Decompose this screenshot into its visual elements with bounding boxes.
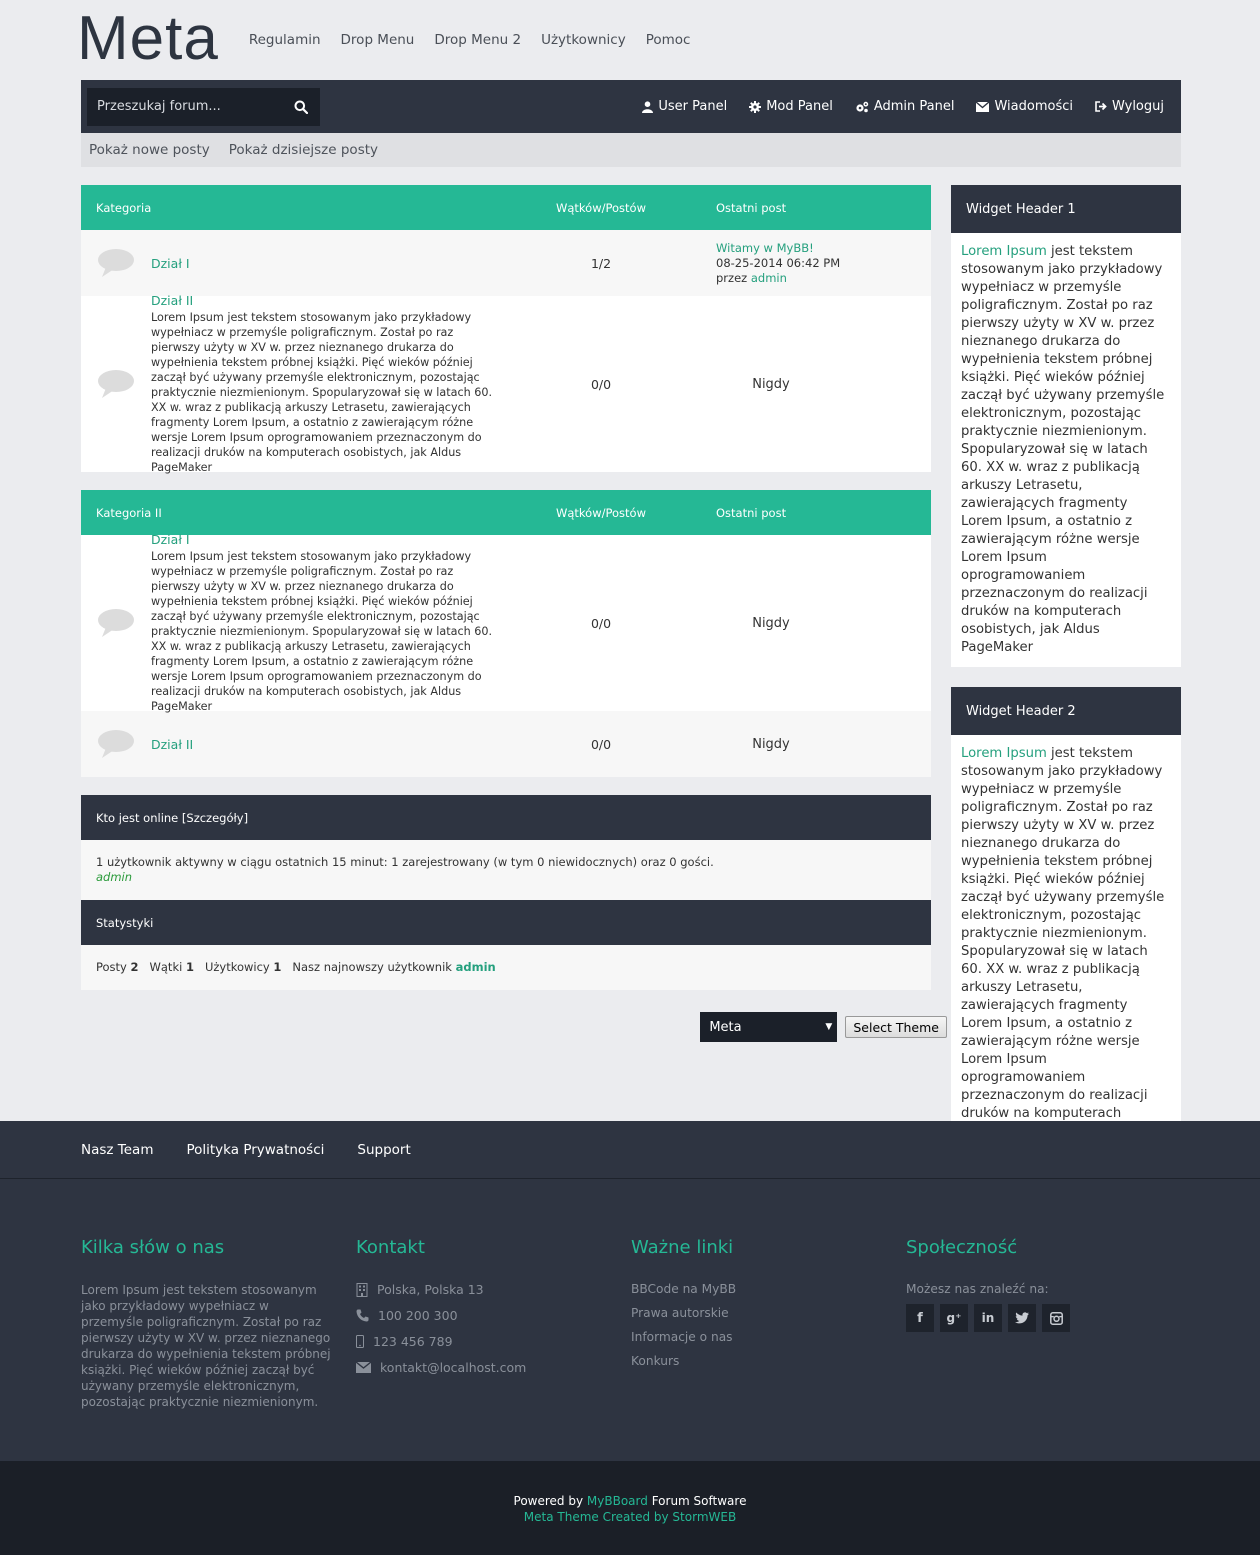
admin-panel-link[interactable] [855,99,955,114]
social-icons [906,1304,1181,1332]
theme-credit[interactable]: Meta Theme Created by StormWEB [523,1510,737,1524]
messages-label: Wiadomości [994,99,1073,114]
widget-link[interactable]: Lorem Ipsum [961,244,1047,259]
category-header [81,490,931,535]
widget-text: jest tekstem stosowanym jako przykładowy wypełniacz w przemyśle poligraficznym. Został po raz pierwszy użyty w XV w. przez nieznanego drukarza do wypełnienia tekstem próbnej książki. Pięć wieków później zaczął być używany przemyśle elektronicznym, pozostając praktycznie niezmienionym. Spopularyzował się w latach 60. XX w. wraz z publikacją arkuszy Letrasetu, zawierających fragmenty Lorem Ipsum, a ostatnio z zawierającym różne wersje Lorem Ipsum oprogramowaniem przeznaczonym do realizacji druków na komputerach osobistych, jak Aldus PageMaker [961,244,1165,655]
header [77,0,1181,80]
search-input[interactable] [97,99,277,114]
link-contest[interactable]: Konkurs [631,1354,680,1368]
envelope-icon [356,1362,371,1373]
footer-about [81,1237,356,1410]
contact-phone-text: 100 200 300 [378,1308,458,1323]
mobile-icon [356,1335,364,1348]
contact-address-text: Polska, Polska 13 [377,1282,484,1297]
nav-drop-menu[interactable]: Drop Menu [340,32,415,48]
dropdown-arrow-icon: ▼ [825,1022,833,1032]
search-box [87,88,320,126]
building-icon [356,1283,368,1297]
messages-link[interactable] [976,99,1073,114]
footer-important-links [631,1237,906,1410]
widget-body [951,233,1181,667]
category-header [81,185,931,230]
last-post-title[interactable]: Witamy w MyBB! [716,240,814,255]
user-panel-label: User Panel [658,99,728,114]
link-copyright[interactable]: Prawa autorskie [631,1306,729,1320]
top-nav [249,32,691,48]
stats-threads: 1 [185,960,194,974]
powered-by [0,1493,1260,1509]
mod-panel-label: Mod Panel [766,99,833,114]
stats-header: Statystyki [81,900,931,945]
select-theme-button[interactable]: Select Theme [845,1016,947,1038]
forum-link[interactable]: Dział II [151,293,194,308]
forum-description: Lorem Ipsum jest tekstem stosowanym jako przykładowy wypełniacz w przemyśle poligraficznym. Został po raz pierwszy użyty w XV w. przez nieznanego drukarza do wypełnienia tekstem próbnej książki. Pięć wieków później zaczął być używany przemyśle elektronicznym, pozostając praktycznie niezmienionym. Spopularyzował się w latach 60. XX w. wraz z publikacją arkuszy Letrasetu, zawierających fragmenty Lorem Ipsum, a ostatnio z zawierającym różne wersje Lorem Ipsum oprogramowaniem przeznaczonym do realizacji druków na komputerach osobistych, jak Aldus PageMaker [151,311,493,474]
online-header[interactable]: Kto jest online [Szczegóły] [81,795,931,840]
speech-bubble-icon [97,608,135,638]
contact-email [356,1360,631,1375]
forum-row [81,230,931,296]
thread-post-count: 1/2 [590,255,612,271]
widget-2 [951,687,1181,1169]
mybb-link[interactable]: MyBBoard [586,1494,648,1508]
mod-panel-link[interactable] [749,99,833,114]
footer-link-privacy[interactable]: Polityka Prywatności [186,1141,325,1158]
speech-bubble-icon [97,729,135,759]
speech-bubble-icon [97,248,135,278]
footer-about-title: Kilka słów o nas [81,1237,225,1258]
widget-header: Widget Header 2 [951,687,1181,735]
online-user[interactable]: admin [96,870,133,884]
subnav [81,133,1181,167]
last-post-user[interactable]: admin [750,270,787,285]
social-label: Możesz nas znaleźć na: [906,1282,1049,1296]
linkedin-icon[interactable]: in [974,1304,1002,1332]
footer-link-support[interactable]: Support [357,1141,411,1158]
sidebar [951,185,1181,1189]
last-post-info [651,241,931,286]
instagram-icon[interactable] [1042,1304,1070,1332]
user-icon [642,101,653,113]
contact-mobile [356,1334,631,1349]
footer [0,1121,1260,1461]
stats-section [81,900,931,990]
online-section [81,795,931,900]
thread-post-count: 0/0 [590,736,612,752]
speech-bubble-icon [97,369,135,399]
thread-post-count: 0/0 [590,615,612,631]
contact-mobile-text: 123 456 789 [373,1334,453,1349]
category-title[interactable]: Kategoria [96,200,152,215]
nav-uzytkownicy[interactable]: Użytkownicy [541,32,626,48]
forum-link[interactable]: Dział I [151,532,190,547]
logout-label: Wyloguj [1112,99,1164,114]
facebook-icon[interactable]: f [906,1304,934,1332]
footer-contact-title: Kontakt [356,1237,425,1258]
forum-link[interactable]: Dział I [151,255,190,271]
envelope-icon [976,102,989,112]
col-threads-posts: Wątków/Postów [556,505,646,520]
powered-by-prefix: Powered by [513,1494,587,1508]
footer-links-title: Ważne linki [631,1237,734,1258]
user-panel-link[interactable] [642,99,727,114]
today-posts-link[interactable]: Pokaż dzisiejsze posty [228,142,379,158]
category-1 [81,185,931,472]
stats-newest-label: Nasz najnowszy użytkownik [292,960,452,974]
last-post-never: Nigdy [752,376,790,392]
last-post-never: Nigdy [752,736,790,752]
contact-address [356,1282,631,1297]
stats-users-label: Użytkowicy [204,960,270,974]
footer-links [0,1121,1260,1179]
stats-users: 1 [273,960,282,974]
col-last-post: Ostatni post [716,200,787,215]
nav-pomoc[interactable]: Pomoc [645,32,691,48]
theme-selector [81,1012,947,1042]
thread-post-count: 0/0 [590,376,612,392]
widget-body [951,735,1181,1169]
new-posts-link[interactable]: Pokaż nowe posty [89,142,210,158]
last-post-by-label: przez [716,270,748,285]
nav-regulamin[interactable]: Regulamin [248,32,321,48]
link-about[interactable]: Informacje o nas [631,1330,733,1344]
stats-posts-label: Posty [96,960,127,974]
category-2 [81,490,931,777]
logout-link[interactable] [1095,99,1164,114]
theme-selected-value: Meta [709,1019,742,1035]
widget-1 [951,185,1181,667]
search-icon[interactable] [294,100,308,114]
google-plus-icon[interactable]: g⁺ [940,1304,968,1332]
user-panels [642,99,1164,114]
navbar [81,80,1181,133]
gear-icon [749,101,761,113]
forum-link[interactable]: Dział II [151,736,194,752]
forum-row [81,532,931,713]
stats-body [81,945,931,990]
category-title[interactable]: Kategoria II [96,505,162,520]
nav-drop-menu-2[interactable]: Drop Menu 2 [434,32,522,48]
contact-email-text[interactable]: kontakt@localhost.com [380,1360,527,1375]
widget-header: Widget Header 1 [951,185,1181,233]
last-post-never: Nigdy [752,615,790,631]
col-last-post: Ostatni post [716,505,787,520]
online-body [81,840,931,900]
copyright-bar [0,1461,1260,1555]
theme-select[interactable] [700,1012,837,1042]
forum-description: Lorem Ipsum jest tekstem stosowanym jako przykładowy wypełniacz w przemyśle poligraficznym. Został po raz pierwszy użyty w XV w. przez nieznanego drukarza do wypełnienia tekstem próbnej książki. Pięć wieków później zaczął być używany przemyśle elektronicznym, pozostając praktycznie niezmienionym. Spopularyzował się w latach 60. XX w. wraz z publikacją arkuszy Letrasetu, zawierających fragmenty Lorem Ipsum, a ostatnio z zawierającym różne wersje Lorem Ipsum oprogramowaniem przeznaczonym do realizacji druków na komputerach osobistych, jak Aldus PageMaker [151,550,493,713]
main-content [81,185,939,1189]
sign-out-icon [1095,101,1107,112]
stats-posts: 2 [130,960,139,974]
footer-social [906,1237,1181,1410]
footer-link-team[interactable]: Nasz Team [81,1141,154,1158]
powered-by-suffix: Forum Software [647,1494,747,1508]
link-bbcode[interactable]: BBCode na MyBB [631,1282,737,1296]
stats-threads-label: Wątki [149,960,183,974]
online-text: 1 użytkownik aktywny w ciągu ostatnich 15 minut: 1 zarejestrowany (w tym 0 niewidocznych) oraz 0 gości. [96,855,714,869]
forum-row [81,711,931,777]
stats-newest-user[interactable]: admin [455,960,496,974]
widget-text: jest tekstem stosowanym jako przykładowy wypełniacz w przemyśle poligraficznym. Został po raz pierwszy użyty w XV w. przez nieznanego drukarza do wypełnienia tekstem próbnej książki. Pięć wieków później zaczął być używany przemyśle elektronicznym, pozostając praktycznie niezmienionym. Spopularyzował się w latach 60. XX w. wraz z publikacją arkuszy Letrasetu, zawierających fragmenty Lorem Ipsum, a ostatnio z zawierającym różne wersje Lorem Ipsum oprogramowaniem przeznaczonym do realizacji druków na komputerach [961,746,1165,1121]
logo[interactable]: Meta [77,3,219,73]
gears-icon [855,101,869,113]
forum-row [81,293,931,474]
col-threads-posts: Wątków/Postów [556,200,646,215]
footer-social-title: Społeczność [906,1237,1018,1258]
contact-phone [356,1308,631,1323]
last-post-date: 08-25-2014 06:42 PM [716,255,841,270]
phone-icon [356,1309,369,1322]
footer-about-text: Lorem Ipsum jest tekstem stosowanym jako przykładowy wypełniacz w przemyśle poligraficznym. Został po raz pierwszy użyty w XV w. przez nieznanego drukarza do wypełnienia tekstem próbnej książki. Pięć wieków później zaczął być używany przemyśle elektronicznym, pozostając praktycznie niezmienionym. [81,1283,331,1409]
admin-panel-label: Admin Panel [873,99,955,114]
widget-link[interactable]: Lorem Ipsum [961,746,1047,761]
twitter-icon[interactable] [1008,1304,1036,1332]
footer-contact [356,1237,631,1410]
